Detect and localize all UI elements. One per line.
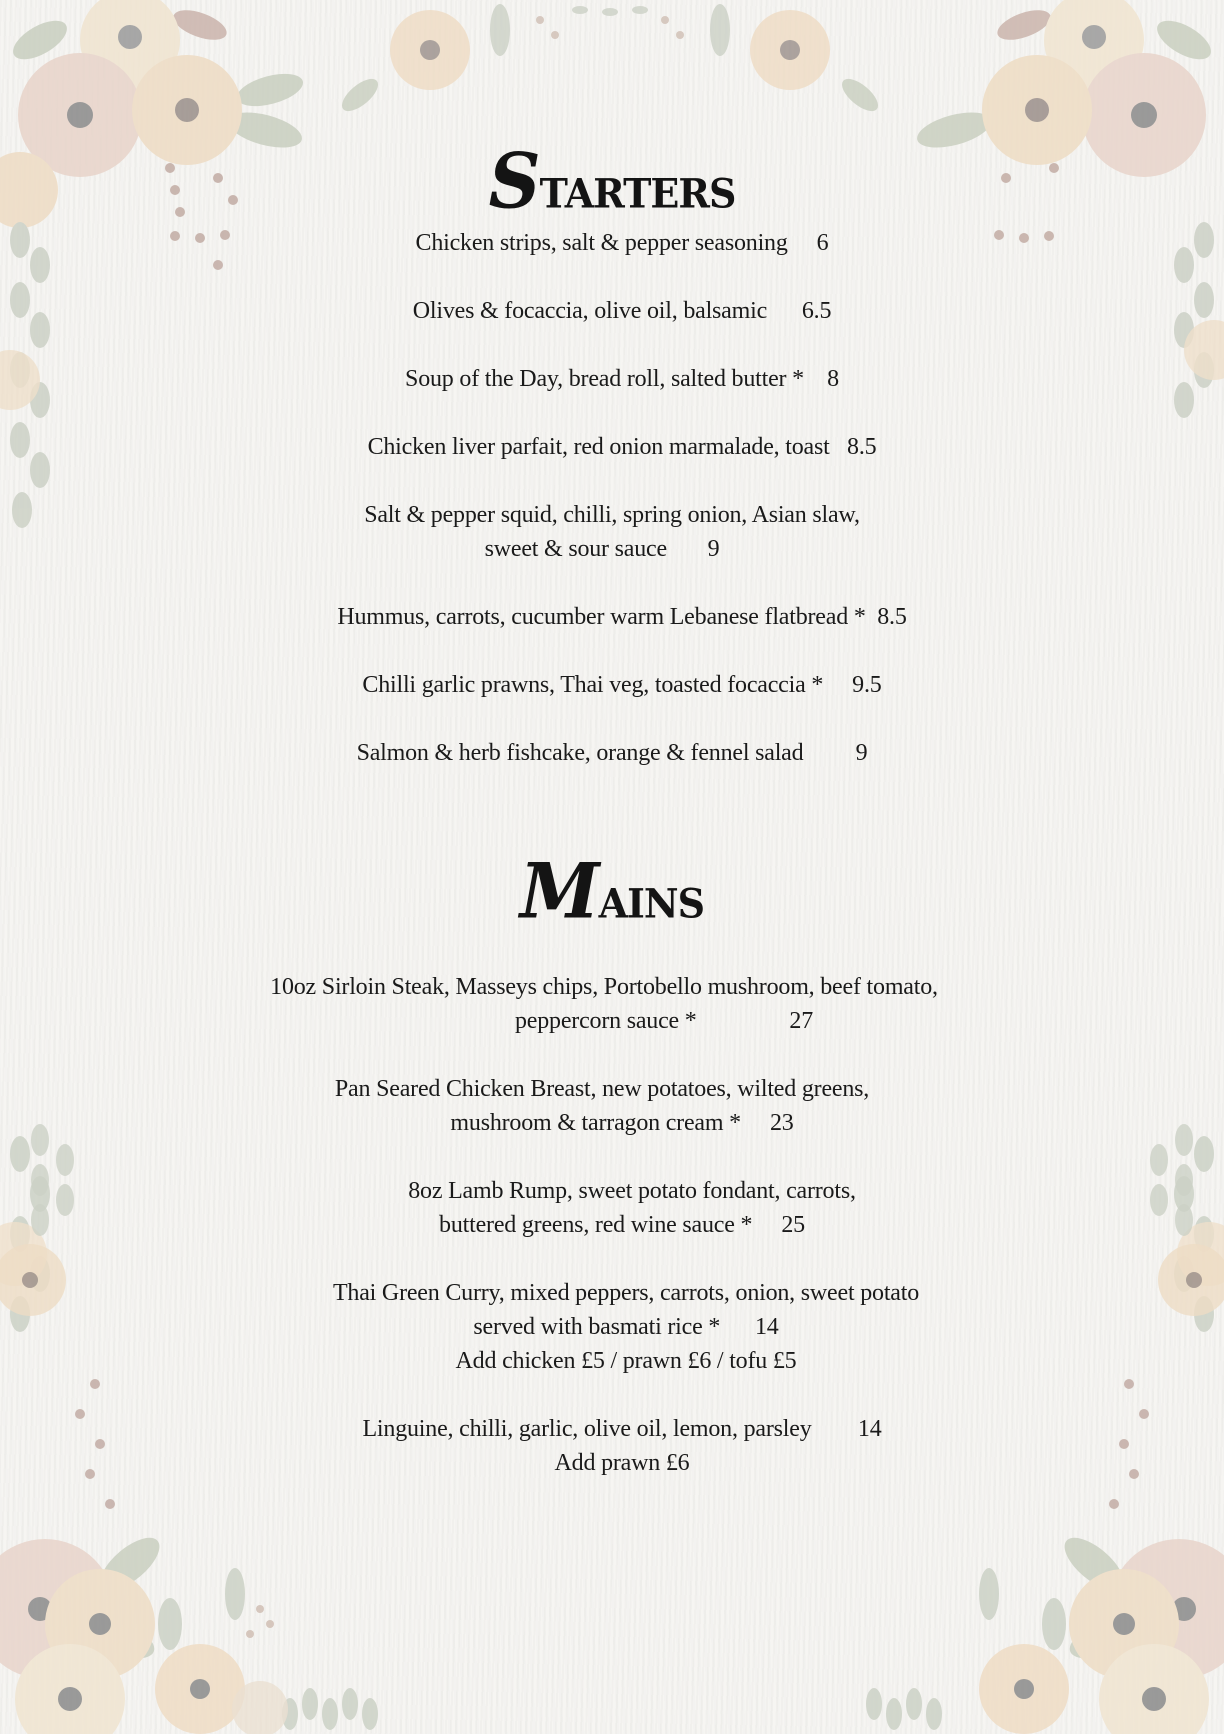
item-description-continued: peppercorn sauce *	[514, 1008, 697, 1034]
item-description: 8oz Lamb Rump, sweet potato fondant, carrots,	[408, 1178, 856, 1204]
item-description: Salt & pepper squid, chilli, spring onion, Asian slaw,	[364, 502, 860, 528]
item-description: Pan Seared Chicken Breast, new potatoes, wilted greens,	[334, 1076, 870, 1102]
menu-item-main	[10, 1174, 1224, 1242]
item-price: 6.5	[801, 298, 832, 324]
mains-heading-rest: ains	[598, 863, 705, 931]
item-addon: Add prawn £6	[554, 1450, 690, 1476]
menu-item-starter	[10, 294, 1224, 328]
item-price: 27	[789, 1008, 814, 1034]
menu-item-main	[14, 1276, 1224, 1378]
item-description: Chilli garlic prawns, Thai veg, toasted focaccia *	[362, 672, 824, 698]
mains-heading	[0, 846, 1224, 935]
item-description: Chicken liver parfait, red onion marmalade, toast	[367, 434, 830, 460]
item-description: Olives & focaccia, olive oil, balsamic	[412, 298, 768, 324]
menu-item-main	[10, 1412, 1224, 1480]
menu-item-main	[0, 970, 1216, 1038]
item-description-continued: served with basmati rice *	[473, 1314, 721, 1340]
item-price: 23	[769, 1110, 794, 1136]
item-description: Salmon & herb fishcake, orange & fennel salad	[356, 740, 804, 766]
menu-item-starter	[10, 226, 1224, 260]
item-price: 6	[816, 230, 829, 256]
item-addon: Add chicken £5 / prawn £6 / tofu £5	[455, 1348, 797, 1374]
item-price: 25	[781, 1212, 805, 1238]
menu-item-main	[0, 1072, 1214, 1140]
item-description: Thai Green Curry, mixed peppers, carrots, onion, sweet potato	[332, 1280, 920, 1306]
item-description: Chicken strips, salt & pepper seasoning	[415, 230, 788, 256]
mains-heading-initial: M	[519, 845, 599, 936]
item-price: 8.5	[847, 434, 877, 460]
item-description: Linguine, chilli, garlic, olive oil, lemon, parsley	[362, 1416, 812, 1442]
item-price: 8.5	[877, 604, 907, 630]
item-description: Soup of the Day, bread roll, salted butter *	[405, 366, 804, 392]
menu-item-starter	[10, 430, 1224, 464]
menu-item-starter	[10, 668, 1224, 702]
menu-item-starter	[10, 362, 1224, 396]
item-price: 9	[855, 740, 868, 766]
item-price: 8	[827, 366, 839, 392]
item-description-continued: mushroom & tarragon cream *	[450, 1110, 741, 1136]
item-price: 14	[754, 1314, 779, 1340]
item-description: Hummus, carrots, cucumber warm Lebanese flatbread *	[337, 604, 866, 630]
item-price: 14	[857, 1416, 882, 1442]
item-price: 9.5	[852, 672, 882, 698]
item-description: 10oz Sirloin Steak, Masseys chips, Portobello mushroom, beef tomato,	[270, 974, 938, 1000]
menu-item-starter	[0, 736, 1224, 770]
starters-heading-rest: tarters	[539, 153, 736, 221]
starters-heading	[0, 136, 1224, 225]
menu-item-starter	[0, 498, 1224, 566]
item-description-continued: buttered greens, red wine sauce *	[439, 1212, 753, 1238]
item-description-continued: sweet & sour sauce	[484, 536, 667, 562]
starters-heading-initial: S	[488, 135, 540, 226]
menu-item-starter	[10, 600, 1224, 634]
item-price: 9	[707, 536, 720, 562]
